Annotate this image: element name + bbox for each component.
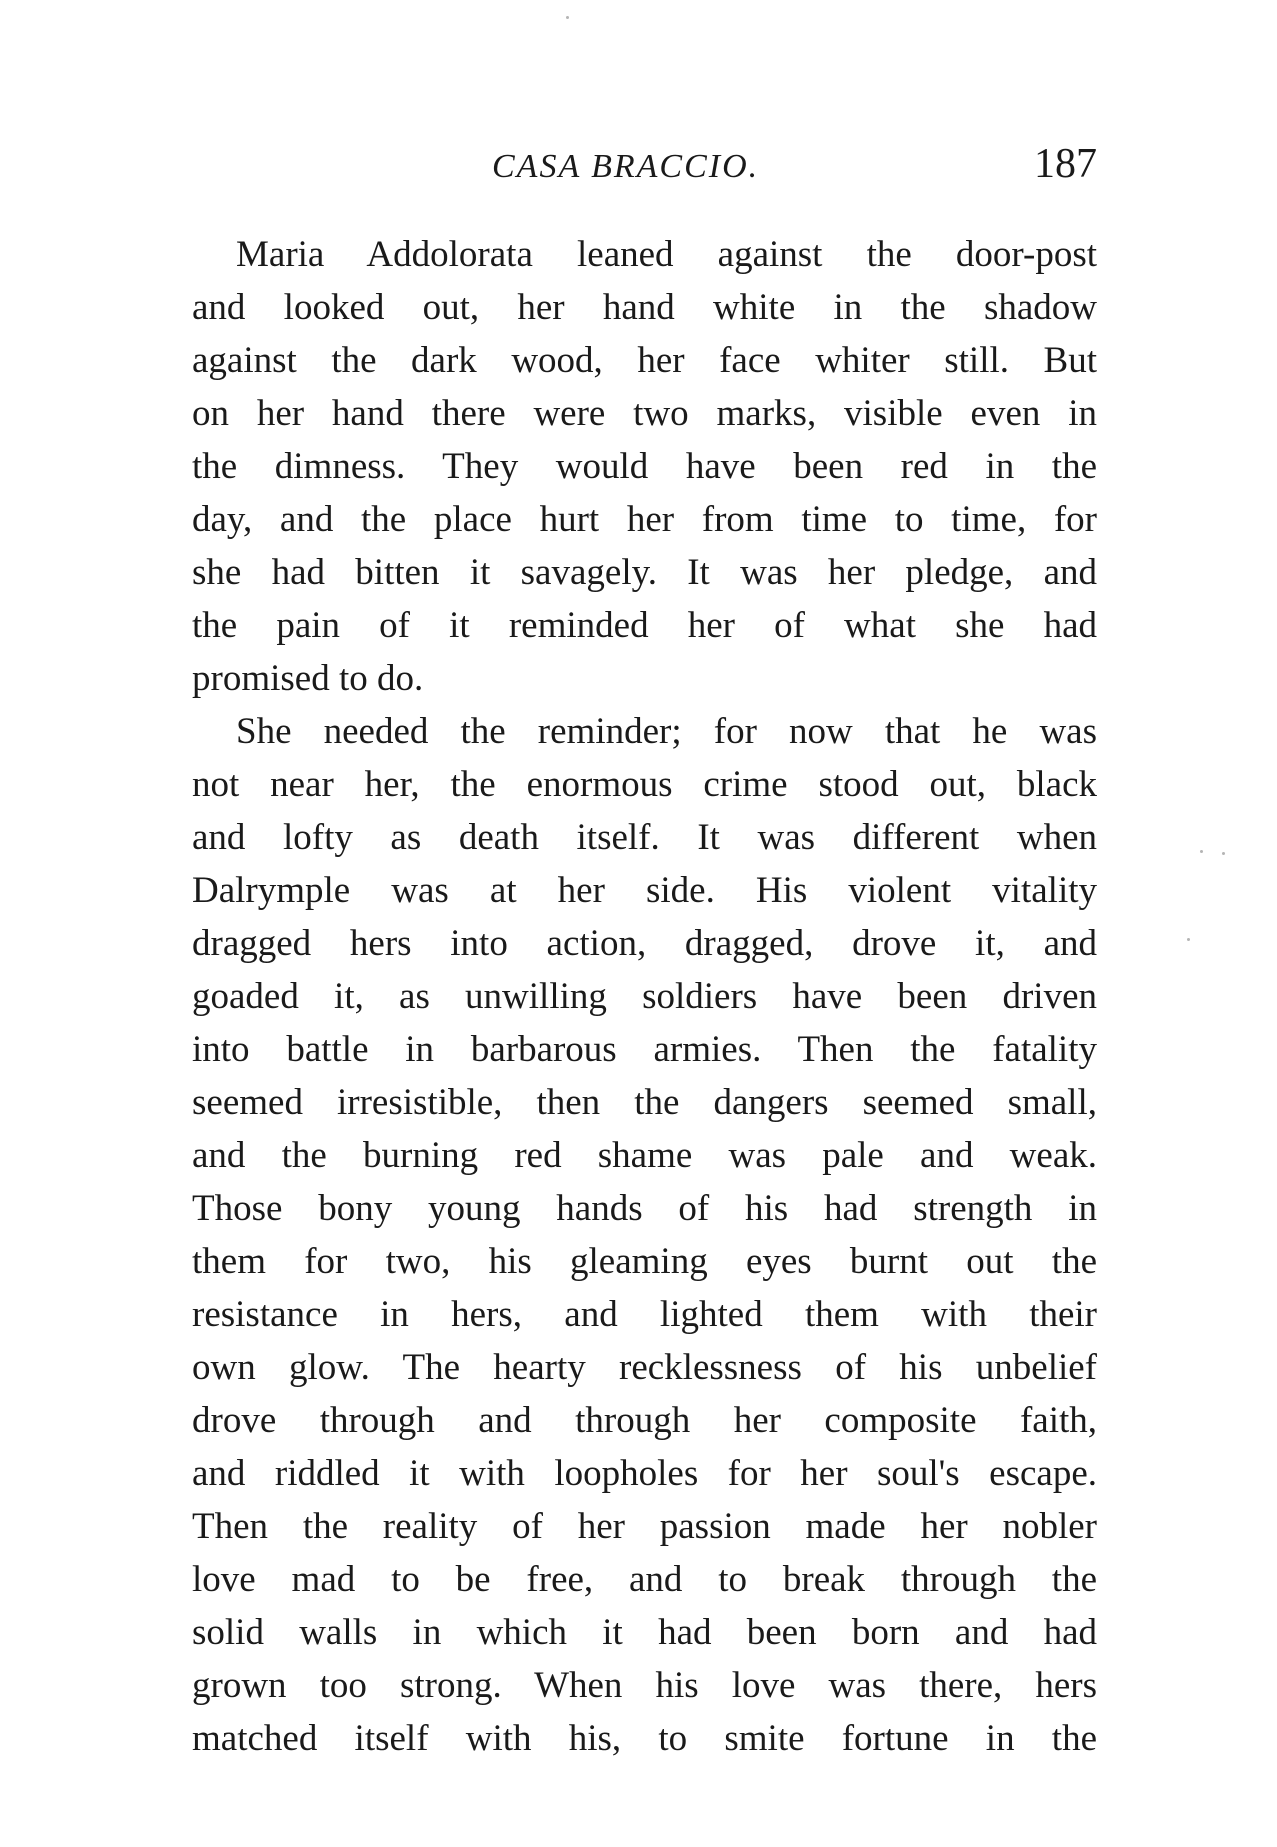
text-line: dragged hers into action, dragged, drove it, and [192,923,1097,964]
text-line: and riddled it with loopholes for her soul's escape. [192,1453,1097,1494]
text-line: drove through and through her composite faith, [192,1400,1097,1441]
paper-speck [566,16,569,19]
text-line: into battle in barbarous armies. Then the fatality [192,1029,1097,1070]
paper-speck [1187,938,1190,941]
text-line: She needed the reminder; for now that he was [236,711,1097,752]
text-line: on her hand there were two marks, visible even in [192,393,1097,434]
text-line: not near her, the enormous crime stood out, black [192,764,1097,805]
text-line: seemed irresistible, then the dangers seemed small, [192,1082,1097,1123]
text-line: own glow. The hearty recklessness of his unbelief [192,1347,1097,1388]
page-number: 187 [1034,141,1097,187]
text-line: goaded it, as unwilling soldiers have been driven [192,976,1097,1017]
text-line: them for two, his gleaming eyes burnt out the [192,1241,1097,1282]
text-line: promised to do. [192,658,424,699]
text-line: Dalrymple was at her side. His violent vitality [192,870,1097,911]
text-line: solid walls in which it had been born and had [192,1612,1097,1653]
paper-speck [1222,852,1225,855]
text-line: grown too strong. When his love was there, hers [192,1665,1097,1706]
text-line: Maria Addolorata leaned against the door-post [236,234,1097,275]
paper-speck [1200,850,1203,853]
text-line: she had bitten it savagely. It was her pledge, and [192,552,1097,593]
text-line: day, and the place hurt her from time to time, for [192,499,1097,540]
text-line: resistance in hers, and lighted them with their [192,1294,1097,1335]
text-line: Those bony young hands of his had strength in [192,1188,1097,1229]
text-line: and looked out, her hand white in the shadow [192,287,1097,328]
text-line: the pain of it reminded her of what she had [192,605,1097,646]
text-line: matched itself with his, to smite fortune in the [192,1718,1097,1759]
text-line: and the burning red shame was pale and weak. [192,1135,1097,1176]
body-text [192,228,1097,1765]
running-title: CASA BRACCIO. [492,148,760,185]
text-line: the dimness. They would have been red in the [192,446,1097,487]
text-line: and lofty as death itself. It was different when [192,817,1097,858]
text-line: love mad to be free, and to break through the [192,1559,1097,1600]
text-line: Then the reality of her passion made her nobler [192,1506,1097,1547]
running-head [192,140,1097,190]
text-line: against the dark wood, her face whiter still. But [192,340,1097,381]
